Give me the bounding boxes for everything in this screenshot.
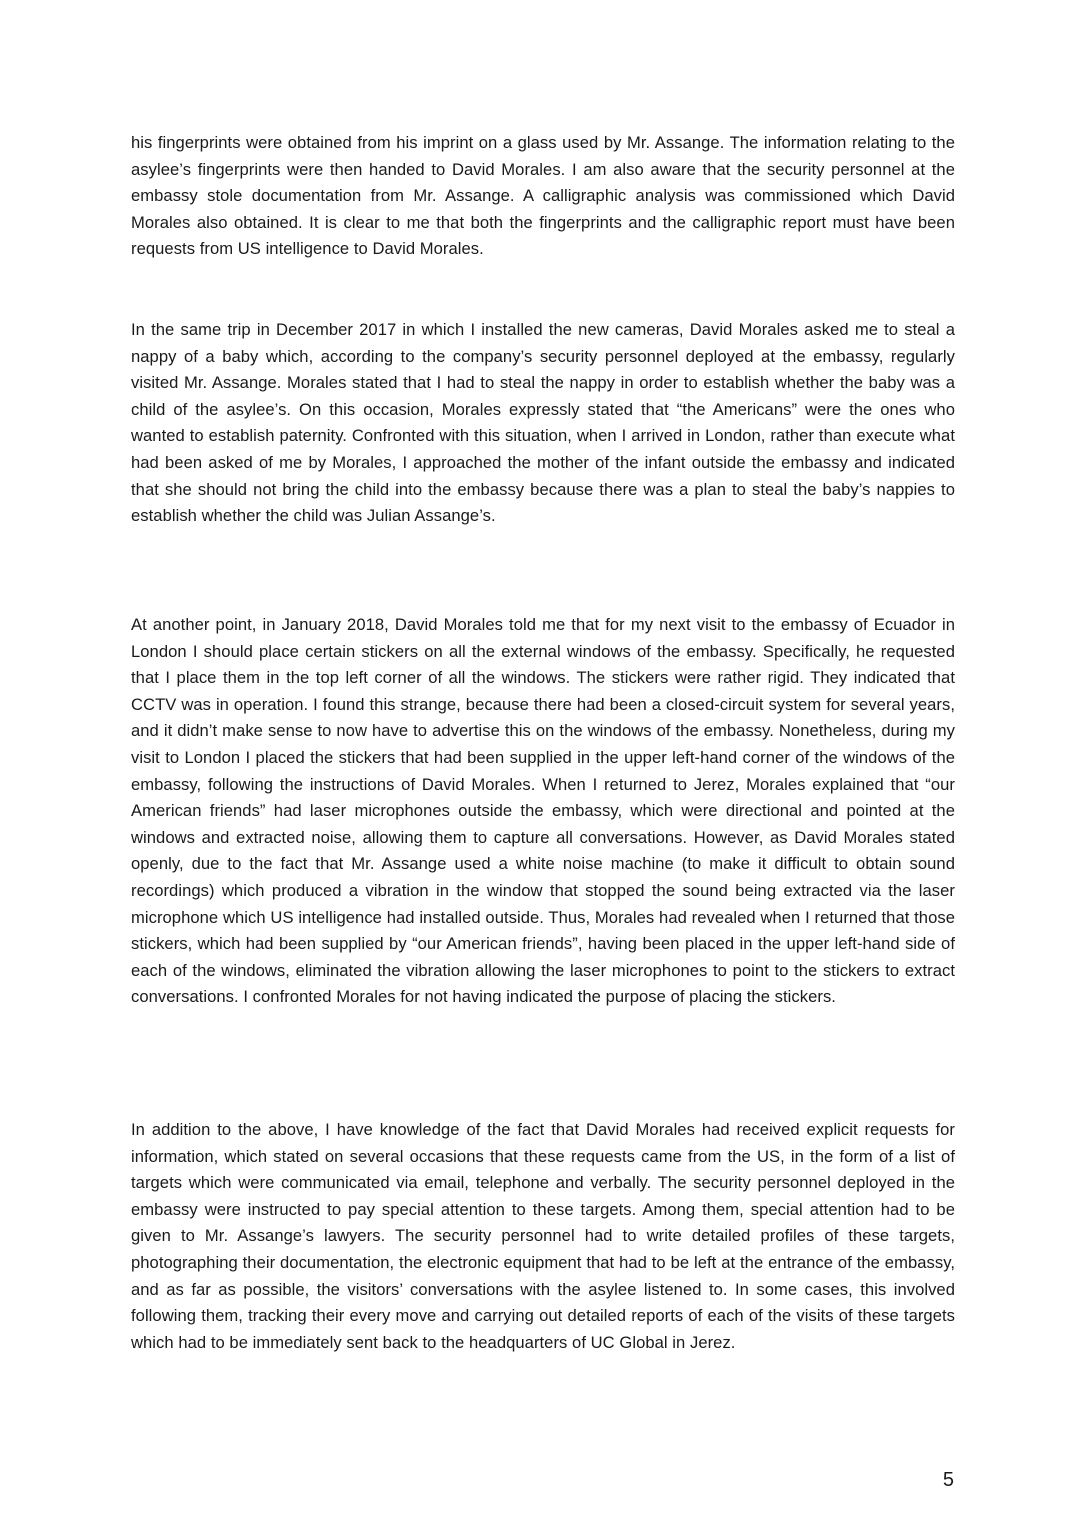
paragraph-stickers: At another point, in January 2018, David Morales told me that for my next visit to the embassy of Ecuador in London I should place certain stickers on all the external windows of the embassy. Specifically, he requested that I place them in the top left corner of all the windows. The stickers were rather rigid. They indicated that CCTV was in operation. I found this strange, because there had been a closed-circuit system for several years, and it didn’t make sense to now have to advertise this on the windows of the embassy. Nonetheless, during my visit to London I placed the stickers that had been supplied in the upper left-hand corner of the windows of the embassy, following the instructions of David Morales. When I returned to Jerez, Morales explained that “our American friends” had laser microphones outside the embassy, which were directional and pointed at the windows and extracted noise, allowing them to capture all conversations. However, as David Morales stated openly, due to the fact that Mr. Assange used a white noise machine (to make it difficult to obtain sound recordings) which produced a vibration in the window that stopped the sound being extracted via the laser microphone which US intelligence had installed outside. Thus, Morales had revealed when I returned that those stickers, which had been supplied by “our American friends”, having been placed in the upper left-hand side of each of the windows, eliminated the vibration allowing the laser microphones to point to the stickers to extract conversations. I confronted Morales for not having indicated the purpose of placing the stickers. xyxy=(131,615,955,1007)
page-number: 5 xyxy=(942,1469,954,1491)
paragraph-fingerprints: his fingerprints were obtained from his imprint on a glass used by Mr. Assange. The information relating to the asylee’s fingerprints were then handed to David Morales. I am also aware that the security personnel at the embassy stole documentation from Mr. Assange. A calligraphic analysis was commissioned which David Morales also obtained. It is clear to me that both the fingerprints and the calligraphic report must have been requests from US intelligence to David Morales. xyxy=(131,133,955,259)
paragraph-nappy: In the same trip in December 2017 in which I installed the new cameras, David Morales asked me to steal a nappy of a baby which, according to the company’s security personnel deployed at the embassy, regularly visited Mr. Assange. Morales stated that I had to steal the nappy in order to establish whether the baby was a child of the asylee’s. On this occasion, Morales expressly stated that “the Americans” were the ones who wanted to establish paternity. Confronted with this situation, when I arrived in London, rather than execute what had been asked of me by Morales, I approached the mother of the infant outside the embassy and indicated that she should not bring the child into the embassy because there was a plan to steal the baby’s nappies to establish whether the child was Julian Assange’s. xyxy=(131,320,955,526)
paragraph-targets: In addition to the above, I have knowledge of the fact that David Morales had received explicit requests for information, which stated on several occasions that these requests came from the US, in the form of a list of targets which were communicated via email, telephone and verbally. The security personnel deployed in the embassy were instructed to pay special attention to these targets. Among them, special attention had to be given to Mr. Assange’s lawyers. The security personnel had to write detailed profiles of these targets, photographing their documentation, the electronic equipment that had to be left at the entrance of the embassy, and as far as possible, the visitors’ conversations with the asylee listened to. In some cases, this involved following them, tracking their every move and carrying out detailed reports of each of the visits of these targets which had to be immediately sent back to the headquarters of UC Global in Jerez. xyxy=(131,1120,955,1352)
